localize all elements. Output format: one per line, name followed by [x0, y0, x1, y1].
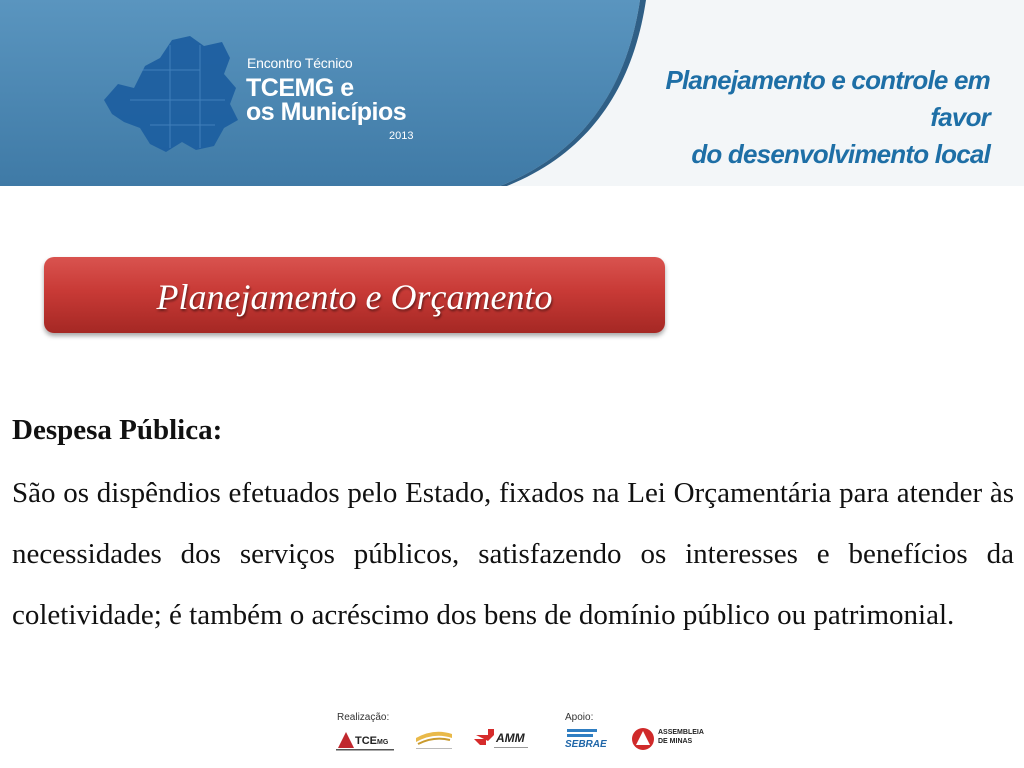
amm-logo — [474, 725, 532, 753]
sebrae-logo-text: SEBRAE — [565, 739, 607, 750]
section-title: Planejamento e Orçamento — [156, 277, 553, 317]
tce-logo-text: TCE — [355, 735, 377, 747]
slogan — [630, 62, 990, 173]
assembleia-logo — [630, 726, 710, 754]
sebrae-logo — [563, 727, 609, 753]
section-title-banner — [44, 257, 665, 333]
content-body: São os dispêndios efetuados pelo Estado, fixados na Lei Orçamentária para atender às necessidades dos serviços públicos, satisfazendo os interesses e benefícios da coletividade; é também o acréscimo dos bens de domínio público ou patrimonial. — [12, 477, 1014, 631]
tce-logo-subtext: MG — [377, 739, 389, 746]
content-heading: Despesa Pública: — [12, 414, 223, 446]
header-banner — [0, 0, 1024, 186]
event-title-line2: os Municípios — [246, 98, 407, 126]
realizacao-label: Realização: — [337, 712, 390, 723]
event-title — [246, 76, 406, 124]
assembleia-logo-line1: ASSEMBLEIA — [658, 729, 704, 736]
assembleia-logo-line2: DE MINAS — [658, 738, 693, 745]
amm-logo-text: AMM — [496, 731, 525, 745]
tce-mg-logo — [336, 726, 396, 754]
event-title-line1: TCEMG e — [246, 74, 354, 102]
escola-contas-logo-icon — [412, 724, 456, 754]
slogan-line2: do desenvolvimento local — [691, 139, 990, 169]
event-label: Encontro Técnico — [247, 55, 353, 71]
slogan-line1: Planejamento e controle em favor — [665, 65, 990, 132]
apoio-label: Apoio: — [565, 712, 594, 723]
event-year: 2013 — [389, 130, 414, 142]
